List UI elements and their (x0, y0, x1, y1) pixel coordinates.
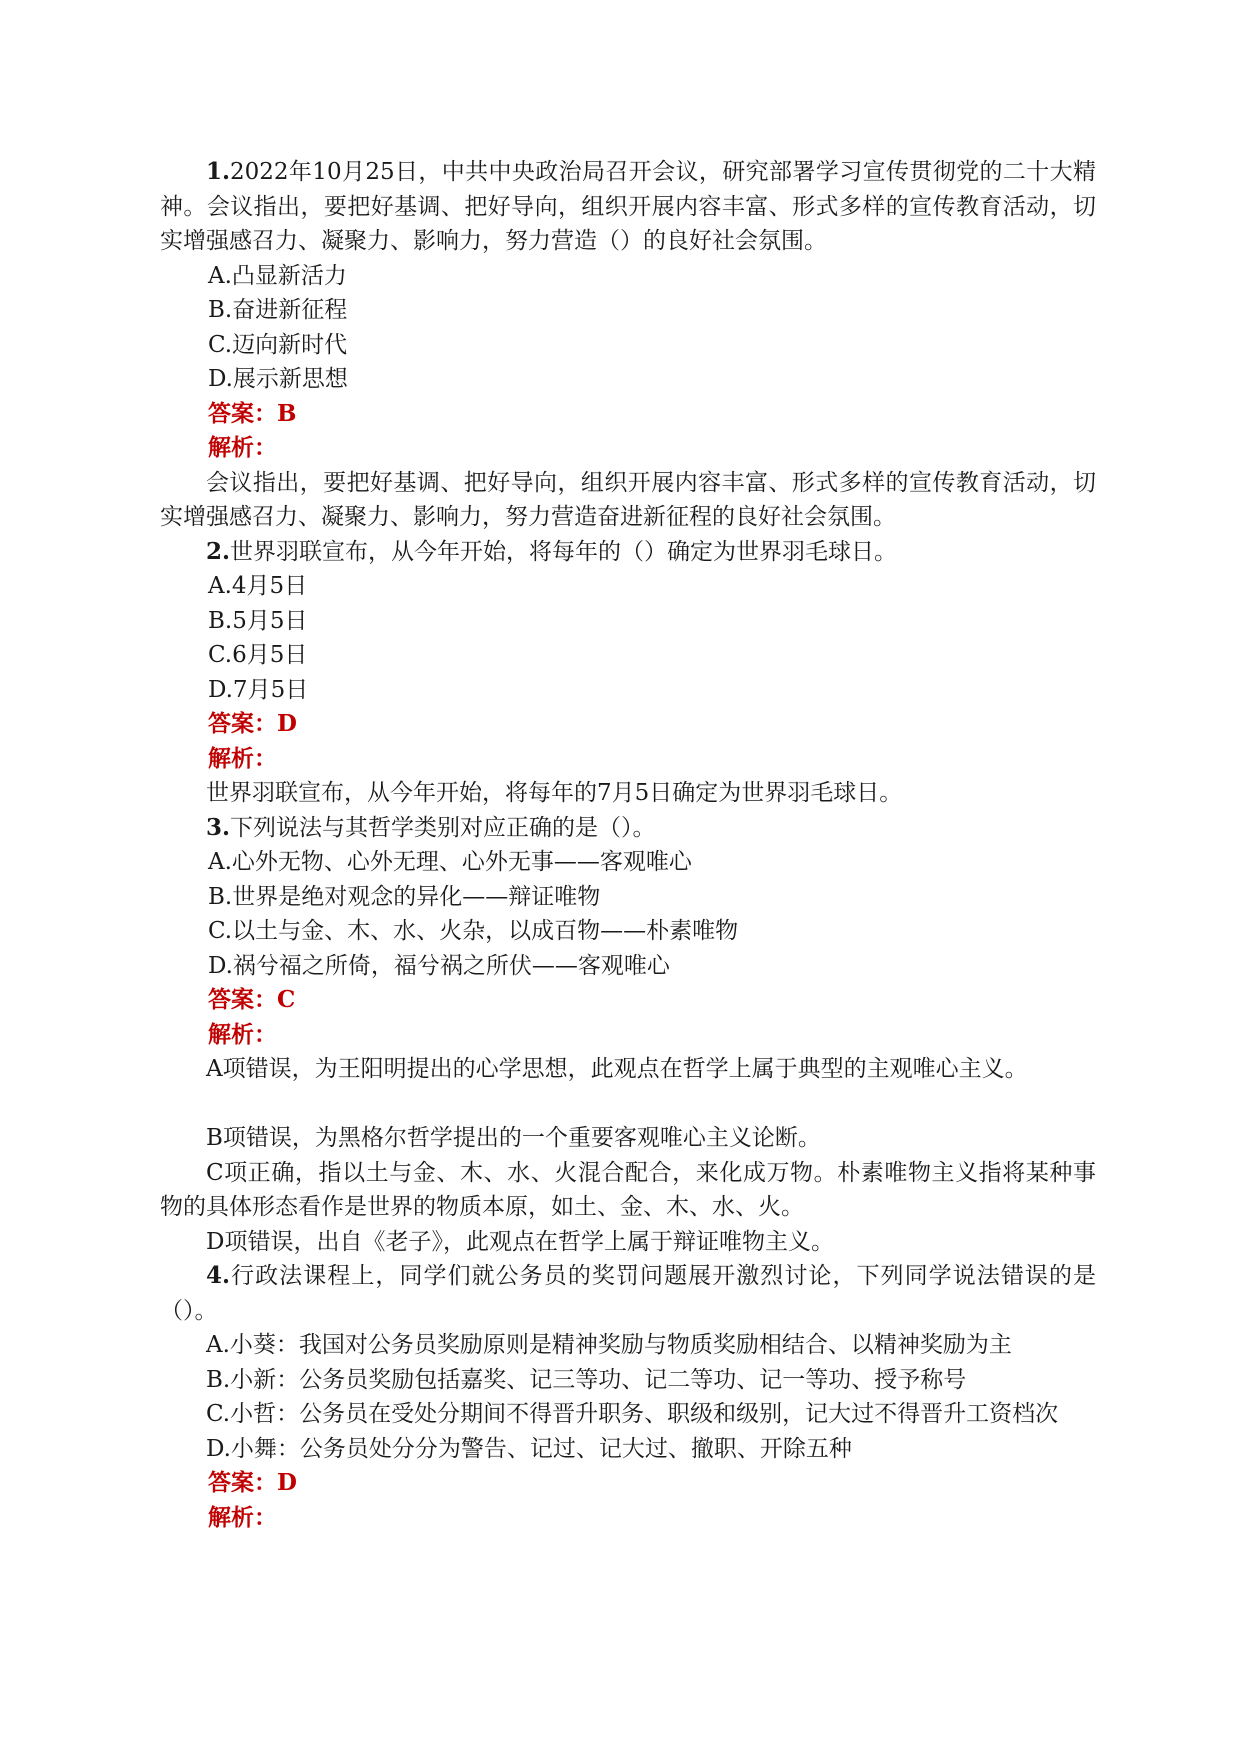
option-c: C.以土与金、木、水、火杂，以成百物——朴素唯物 (208, 918, 739, 944)
option-d: D.7月5日 (208, 676, 309, 703)
question-stem: 3.下列说法与其哲学类别对应正确的是（）。 (206, 813, 656, 841)
analysis-text: A项错误，为王阳明提出的心学思想，此观点在哲学上属于典型的主观唯心主义。 (206, 1056, 1028, 1082)
question-number: 1. (206, 158, 231, 185)
analysis-text: B项错误，为黑格尔哲学提出的一个重要客观唯心主义论断。 (206, 1125, 821, 1151)
question-number: 2. (206, 537, 231, 565)
answer: 答案：D (208, 710, 297, 737)
analysis-label: 解析： (208, 1020, 277, 1048)
option-d: D.展示新思想 (208, 366, 348, 392)
analysis-label: 解析： (208, 434, 277, 461)
analysis-label: 解析： (208, 1503, 277, 1531)
option-c: C.6月5日 (208, 642, 308, 668)
question-4 (160, 1259, 1096, 1535)
question-stem: 4.行政法课程上，同学们就公务员的奖罚问题展开激烈讨论，下列同学说法错误的是（）。 (160, 1262, 1096, 1324)
question-1 (160, 155, 1096, 535)
blank-line (160, 1087, 1096, 1122)
answer: 答案：D (208, 1469, 297, 1496)
analysis-text: C项正确，指以土与金、木、水、火混合配合，来化成万物。朴素唯物主义指将某种事物的具体形态看作是世界的物质本原，如土、金、木、水、火。 (160, 1159, 1096, 1220)
question-stem: 1.2022年10月25日，中共中央政治局召开会议，研究部署学习宣传贯彻党的二十大精神。会议指出，要把好基调、把好导向，组织开展内容丰富、形式多样的宣传教育活动，切实增强感召力、凝聚力、影响力，努力营造（）的良好社会氛围。 (160, 158, 1096, 254)
question-number: 4. (206, 1262, 231, 1289)
option-c: C.迈向新时代 (208, 331, 348, 358)
document-page (160, 155, 1096, 1535)
option-d: D.小舞：公务员处分分为警告、记过、记大过、撤职、开除五种 (206, 1435, 852, 1462)
question-number: 3. (206, 813, 231, 841)
analysis-text: 会议指出，要把好基调、把好导向，组织开展内容丰富、形式多样的宣传教育活动，切实增强感召力、凝聚力、影响力，努力营造奋进新征程的良好社会氛围。 (160, 469, 1096, 530)
option-b: B.奋进新征程 (208, 297, 348, 323)
option-b: B.小新：公务员奖励包括嘉奖、记三等功、记二等功、记一等功、授予称号 (206, 1366, 967, 1393)
option-d: D.祸兮福之所倚，福兮祸之所伏——客观唯心 (208, 952, 670, 979)
option-a: A.4月5日 (208, 573, 308, 599)
answer: 答案：C (208, 986, 296, 1013)
option-a: A.心外无物、心外无理、心外无事——客观唯心 (208, 849, 692, 875)
analysis-text: 世界羽联宣布，从今年开始，将每年的7月5日确定为世界羽毛球日。 (206, 780, 903, 806)
option-b: B.5月5日 (208, 607, 308, 634)
option-b: B.世界是绝对观念的异化——辩证唯物 (208, 883, 601, 910)
option-a: A.凸显新活力 (208, 262, 347, 289)
question-3 (160, 811, 1096, 1260)
answer: 答案：B (208, 399, 297, 427)
option-a: A.小葵：我国对公务员奖励原则是精神奖励与物质奖励相结合、以精神奖励为主 (206, 1332, 1012, 1358)
analysis-text: D项错误，出自《老子》，此观点在哲学上属于辩证唯物主义。 (206, 1228, 834, 1255)
question-stem: 2.世界羽联宣布，从今年开始，将每年的（）确定为世界羽毛球日。 (206, 537, 898, 565)
question-2 (160, 535, 1096, 811)
analysis-label: 解析： (208, 744, 277, 772)
option-c: C.小哲：公务员在受处分期间不得晋升职务、职级和级别，记大过不得晋升工资档次 (206, 1401, 1059, 1427)
